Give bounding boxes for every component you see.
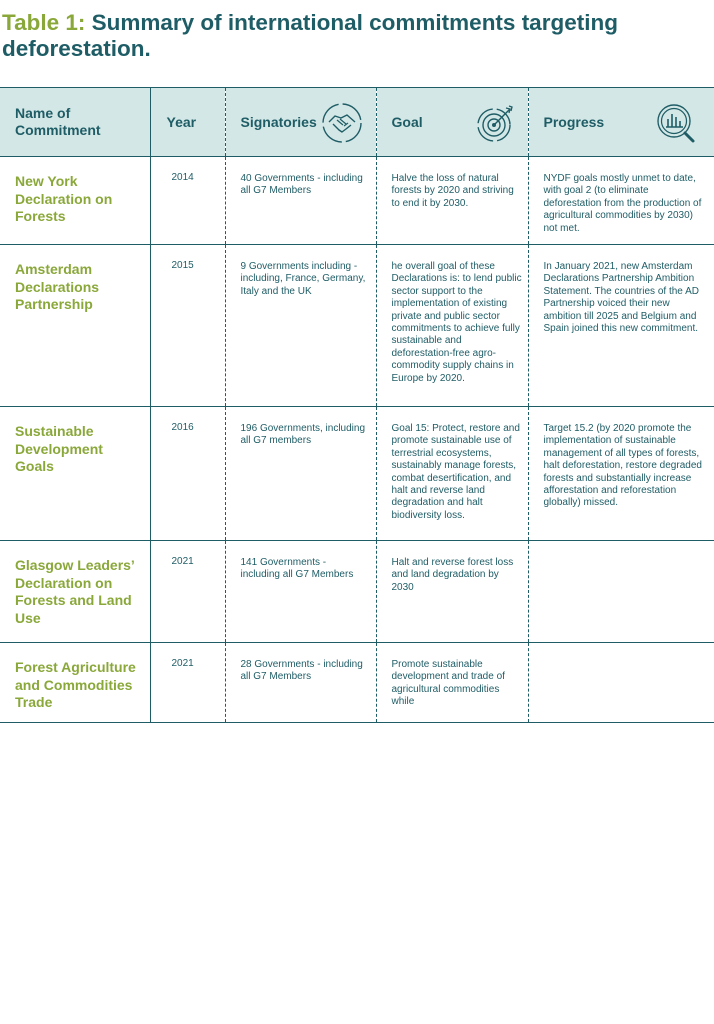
handshake-icon	[321, 102, 363, 144]
commitment-goal: he overall goal of these Declarations is: to lend public sector support to the implementation of existing private and public sector commitments to achieve fully sustainable and deforestation-free agro-commodity supply chains in Europe by 2020.	[376, 245, 528, 407]
commitment-name: Forest Agriculture and Commodities Trade	[0, 643, 150, 723]
commitment-progress: NYDF goals mostly unmet to date, with goal 2 (to eliminate deforestation from the production of agricultural commodities by 2030) not met.	[528, 157, 714, 245]
table-row	[0, 157, 714, 245]
commitment-year: 2014	[171, 172, 194, 183]
commitment-name: Amsterdam Declarations Partnership	[0, 245, 150, 407]
commitment-signatories: 9 Governments including - including, France, Germany, Italy and the UK	[225, 245, 376, 407]
commitment-goal: Goal 15: Protect, restore and promote sustainable use of terrestrial ecosystems, sustainably manage forests, combat desertification, and halt and reverse land degradation and halt biodiversity loss.	[376, 407, 528, 541]
commitment-signatories: 40 Governments - including all G7 Members	[225, 157, 376, 245]
commitment-name: New York Declaration on Forests	[0, 157, 150, 245]
commitment-progress: Target 15.2 (by 2020 promote the implementation of sustainable management of all types of forests, halt deforestation, restore degraded forests and substantially increase afforestation and reforestation globally) missed.	[528, 407, 714, 541]
commitment-signatories: 28 Governments - including all G7 Members	[225, 643, 376, 723]
target-icon	[474, 102, 516, 144]
commitment-year: 2021	[171, 658, 194, 669]
commitment-progress	[528, 643, 714, 723]
table-title	[2, 10, 702, 62]
commitment-progress: In January 2021, new Amsterdam Declarations Partnership Ambition Statement. The countries of the AD Partnership voiced their new ambition till 2025 and Belgium and Spain joined this new commitment.	[528, 245, 714, 407]
header-goal: Goal	[376, 88, 528, 157]
commitment-year: 2021	[171, 556, 194, 567]
commitment-progress	[528, 541, 714, 643]
commitment-goal: Halt and reverse forest loss and land degradation by 2030	[376, 541, 528, 643]
commitment-name: Glasgow Leaders’ Declaration on Forests and Land Use	[0, 541, 150, 643]
commitment-year: 2016	[171, 422, 194, 433]
commitment-signatories: 141 Governments - including all G7 Members	[225, 541, 376, 643]
commitment-signatories: 196 Governments, including all G7 members	[225, 407, 376, 541]
commitment-name: Sustainable Development Goals	[0, 407, 150, 541]
table-header-row	[0, 88, 714, 157]
table-row	[0, 643, 714, 723]
header-progress: Progress	[528, 88, 714, 157]
commitments-table	[0, 87, 714, 723]
header-signatories: Signatories	[225, 88, 376, 157]
table-row	[0, 407, 714, 541]
chart-magnifier-icon	[655, 102, 697, 144]
header-name: Name of Commitment	[0, 88, 150, 157]
table-row	[0, 245, 714, 407]
table-caption: Summary of international commitments targeting deforestation.	[2, 10, 618, 61]
commitment-goal: Promote sustainable development and trade of agricultural commodities while	[376, 643, 528, 723]
table-number: Table 1:	[2, 10, 86, 35]
header-year: Year	[150, 88, 225, 157]
table-row	[0, 541, 714, 643]
commitment-year: 2015	[171, 260, 194, 271]
commitment-goal: Halve the loss of natural forests by 2020 and striving to end it by 2030.	[376, 157, 528, 245]
